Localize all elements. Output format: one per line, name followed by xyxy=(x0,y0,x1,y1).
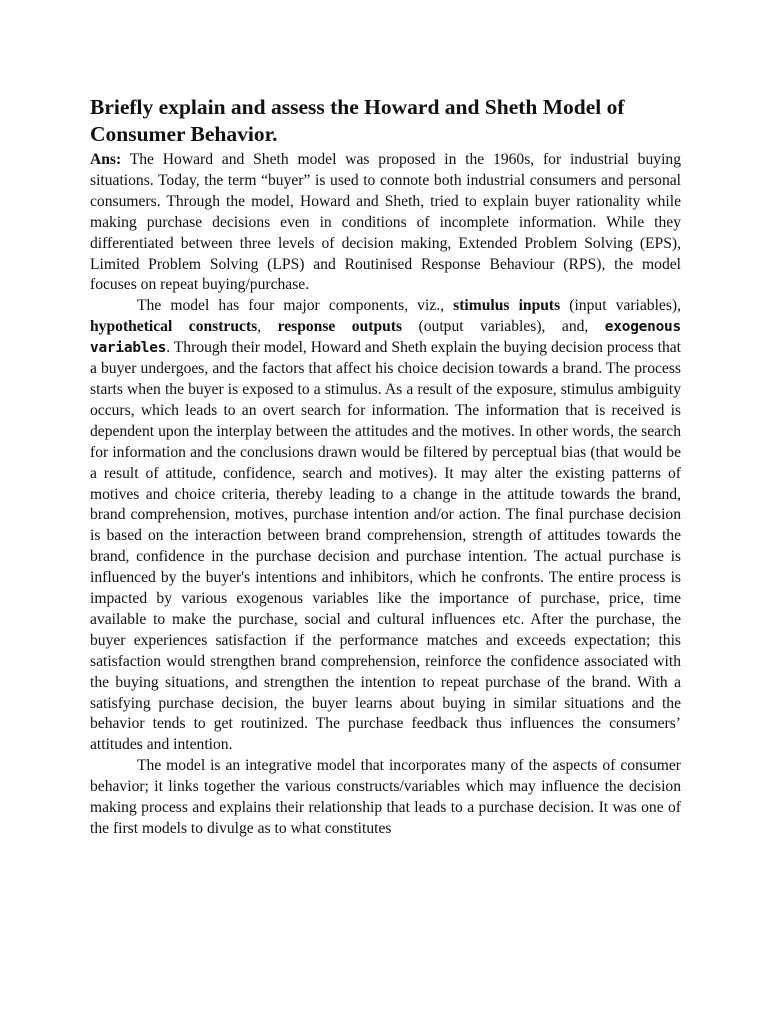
answer-paragraph-1 xyxy=(90,150,681,296)
paragraph-2-text-3: , xyxy=(257,318,278,336)
paragraph-2-text-4: (output variables), and, xyxy=(402,318,605,336)
paragraph-2-text-1: The model has four major components, viz., xyxy=(137,297,454,315)
answer-paragraph-3: The model is an integrative model that incorporates many of the aspects of consumer behavior; it links together the various constructs/variables which may influence the decision making process and explains their relationship that leads to a purchase decision. It was one of the first models to divulge as to what constitutes xyxy=(90,757,681,837)
paragraph-1-text: The Howard and Sheth model was proposed in the 1960s, for industrial buying situations. Today, the term “buyer” is used to connote both industrial consumers and personal consumers. Through the model, Howard and Sheth, tried to explain buyer rationality while making purchase decisions even in conditions of incomplete information. While they differentiated between three levels of decision making, Extended Problem Solving (EPS), Limited Problem Solving (LPS) and Routinised Response Behaviour (RPS), the model focuses on repeat buying/purchase. xyxy=(90,151,681,294)
term-response-outputs: response outputs xyxy=(277,318,403,336)
question-title: Briefly explain and assess the Howard and Sheth Model of Consumer Behavior. xyxy=(90,95,625,146)
document-page xyxy=(90,94,681,840)
term-hypothetical-constructs: hypothetical constructs xyxy=(90,318,258,336)
answer-paragraph-2 xyxy=(90,296,681,756)
paragraph-2-text-2: (input variables), xyxy=(560,297,682,315)
term-exogenous-variables: exogenous variables xyxy=(90,319,681,357)
answer-label: Ans: xyxy=(90,151,122,168)
paragraph-2-text-5: . Through their model, Howard and Sheth explain the buying decision process that a buyer undergoes, and the factors that affect his choice decision towards a brand. The process starts when the buyer is exposed to a stimulus. As a result of the exposure, stimulus ambiguity occurs, which leads to an overt search for information. The information that is received is dependent upon the interplay between the attitudes and the motives. In other words, the search for information and the conclusions drawn would be filtered by perceptual bias (that would be a result of attitude, confidence, search and motives). It may alter the existing patterns of motives and choice criteria, thereby leading to a change in the attitude towards the brand, brand comprehension, motives, purchase intention and/or action. The final purchase decision is based on the interaction between brand comprehension, strength of attitudes towards the brand, confidence in the purchase decision and purchase intention. The actual purchase is influenced by the buyer's intentions and inhibitors, which he confronts. The entire process is impacted by various exogenous variables like the importance of purchase, price, time available to make the purchase, social and cultural influences etc. After the purchase, the buyer experiences satisfaction if the performance matches and exceeds expectation; this satisfaction would strengthen brand comprehension, reinforce the confidence associated with the buying situations, and strengthen the intention to repeat purchase of the brand. With a satisfying purchase decision, the buyer learns about buying in similar situations and the behavior tends to get routinized. The purchase feedback thus influences the consumers’ attitudes and intention. xyxy=(90,339,681,754)
term-stimulus-inputs: stimulus inputs xyxy=(453,297,561,315)
